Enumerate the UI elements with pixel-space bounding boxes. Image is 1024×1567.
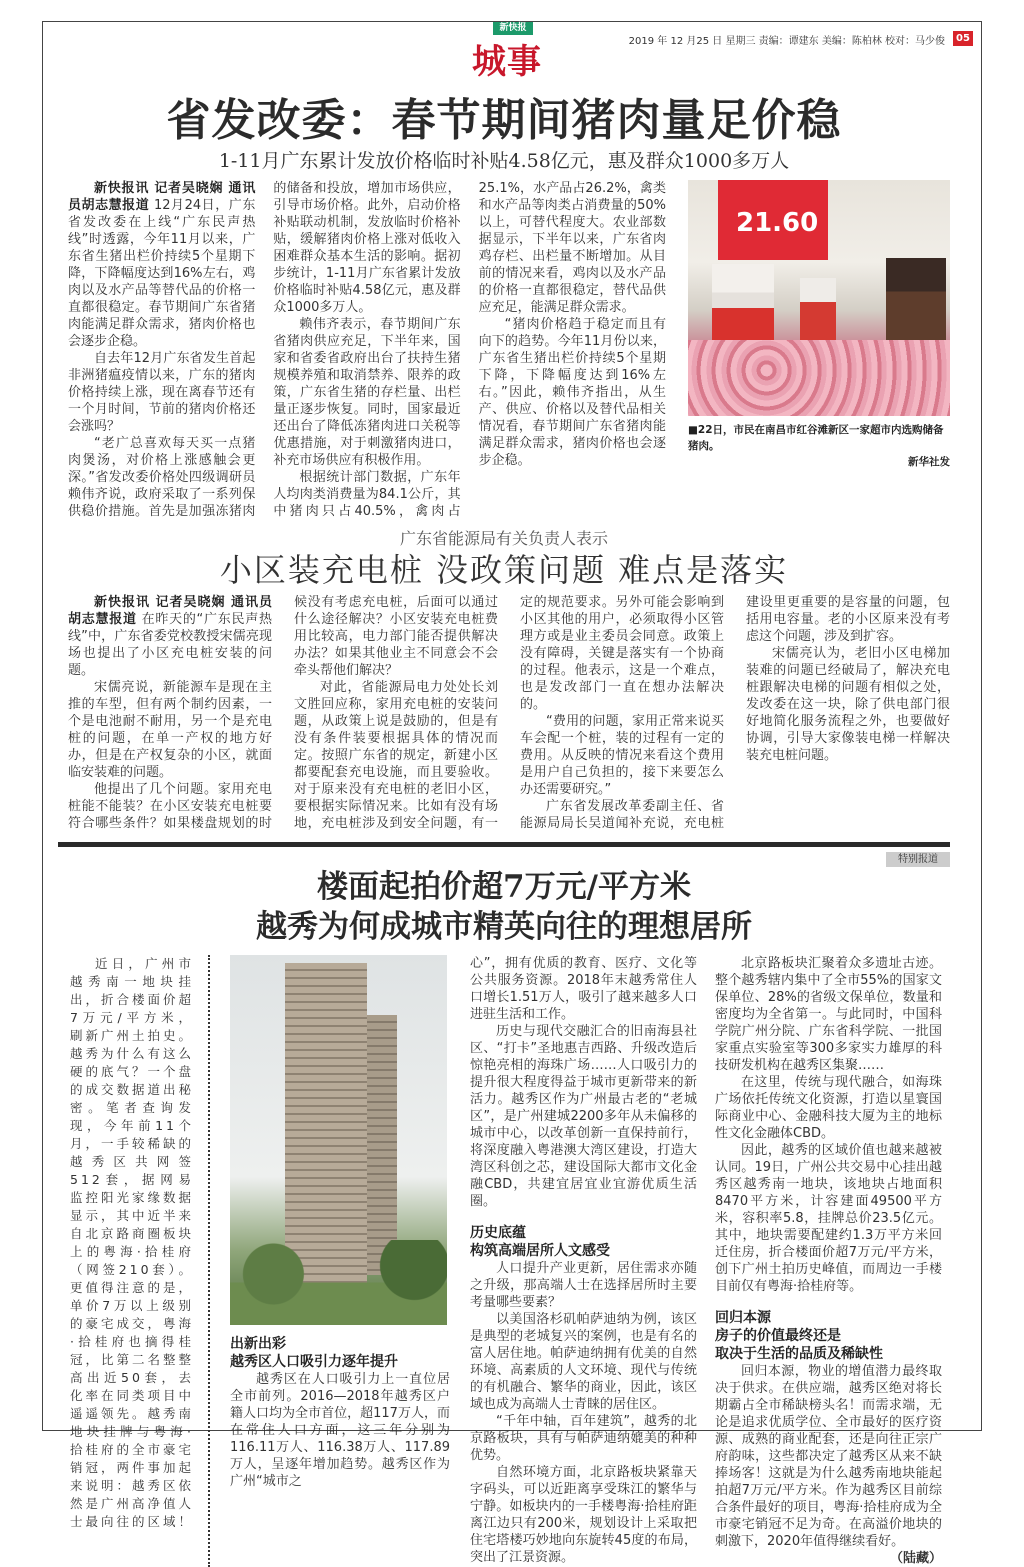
dateline: 2019 年 12 月25 日 星期三 责编：谭建东 美编：陈柏林 校对：马少俊 <box>628 36 945 47</box>
article2-body <box>58 594 950 832</box>
photo-meat-counter <box>688 340 950 416</box>
page-number: 05 <box>953 31 973 46</box>
article3-body <box>470 955 942 1567</box>
caption-text: ■22日，市民在南昌市红谷滩新区一家超市内选购储备猪肉。 <box>688 424 944 452</box>
article3-paragraph: 以美国洛杉矶帕萨迪纳为例，该区是典型的老城复兴的案例，也是有名的富人居住地。帕萨迪纳拥有优美的自然环境、高素质的人文环境、现代与传统的有机融合、繁华的商业，因此，该区域也成为高端人士青睐的居住区。 <box>470 1312 697 1412</box>
article2-paragraph: 宋儒亮说，新能源车是现在主推的车型，但有两个制约因素，一个是电池耐不耐用，另一个是充电桩的问题，在单一产权的地方好办，但是在产权复杂的小区，就面临安装难的问题。 <box>68 680 272 780</box>
special-report-tag: 特别报道 <box>886 852 950 867</box>
article3-paragraph: 因此，越秀的区域价值也越来越被认同。19日，广州公共交易中心挂出越秀区越秀南一地块，该地块占地面积8470平方米，计容建面49500平方米，容积率5.8，挂牌总价23.5亿元。其中，地块需要配建约1.3万平方米回迁住房，折合楼面价超7万元/平方米，创下广州土拍历史峰值，而周边一手楼目前仅有粤海·拾桂府等。 <box>715 1143 942 1294</box>
article1-paragraph-text: 12月24日，广东省发改委在上线“广东民声热线”时透露，今年11月以来，广东省生猪出栏价持续5个星期下降，下降幅度达到16%左右，鸡肉以及水产品等替代品的价格一直都很稳定。春节期间广东省猪肉能满足群众需求，猪肉价格也会逐步企稳。 <box>68 198 256 349</box>
article3-paragraph: 在这里，传统与现代融合，如海珠广场依托传统文化资源，打造以星寰国际商业中心、金融科技大厦为主的地标性文化金融体CBD。 <box>715 1075 942 1141</box>
photo-caption <box>688 422 950 470</box>
article3-paragraph: 历史与现代交融汇合的旧南海县社区、“打卡”圣地惠吉西路、升级改造后惊艳亮相的海珠广场……人口吸引力的提升很大程度得益于城市更新带来的新活力。越秀区作为广州最古老的“老城区”，是广州建城2200多年从未偏移的城市中心，以改革创新一直保持前行，将深度融入粤港澳大湾区建设，打造大湾区科创之芯，建设国际大都市文化金融CBD，共建宜居宜业宜游优质生活圈。 <box>470 1024 697 1209</box>
residential-tower-photo <box>230 955 447 1325</box>
tag-row <box>58 847 950 867</box>
article2-paragraph <box>68 594 272 679</box>
section-title: 城事 <box>472 42 542 82</box>
section2-kicker: 历史底蕴 <box>470 1225 526 1241</box>
article1-subheadline: 1-11月广东累计发放价格临时补贴4.58亿元，惠及群众1000多万人 <box>218 150 790 172</box>
section3-title-line2: 取决于生活的品质及稀缺性 <box>715 1346 883 1362</box>
article3-section1 <box>230 1335 450 1490</box>
article3-paragraph: 人口提升产业更新，居住需求亦随之升级，那高端人士在选择居所时主要考量哪些要素？ <box>470 1261 697 1310</box>
photo-credit: 新华社发 <box>908 456 950 468</box>
photo-tower <box>367 1015 397 1275</box>
article2-paragraph: 他提出了几个问题。家用充电桩能不能装？在小区安装充电桩要符合哪些条件？如果楼盘规划的时候没有考虑充电桩，后面可以通过什么途径解决？小区安装充电桩费用比较高，电力部门能否提供解决办法？如果其他业主不同意会不会牵头帮他们解决？ <box>68 595 498 831</box>
section1-title: 越秀区人口吸引力逐年提升 <box>230 1354 398 1370</box>
article3-headline <box>58 867 950 947</box>
article1-paragraph: 赖伟齐表示，春节期间广东省猪肉供应充足，下半年来，国家和省委省政府出台了扶持生猪规模养殖和取消禁养、限养的政策，广东省生猪的存栏量、出栏量正逐步恢复。同时，国家最近还出台了降低冻猪肉进口关税等优惠措施，对于刺激猪肉进口，补充市场供应有积极作用。 <box>273 317 461 468</box>
section3-kicker: 回归本源 <box>715 1310 771 1326</box>
article3-paragraph: 自然环境方面，北京路板块紧靠天字码头，可以近距离享受珠江的繁华与宁静。如板块内的一手楼粤海·拾桂府距离江边只有200米，规划设计上采取把住宅塔楼巧妙地向东旋转45度的布局，突出了江景资源。 <box>470 1465 697 1565</box>
page-content <box>58 94 950 1567</box>
article3-paragraph: 北京路板块汇聚着众多遗址古迹。整个越秀辖内集中了全市55%的国家文保单位、28%的省级文保单位，数量和密度均为全省第一。与此同时，中国科学院广州分院、广东省科学院、一批国家重点实验室等300多家实力雄厚的科技研发机构在越秀区集聚…… <box>715 956 942 1073</box>
photo-tower <box>285 963 367 1283</box>
article1-paragraph: 自去年12月广东省发生首起非洲猪瘟疫情以来，广东的猪肉价格持续上涨，现在离春节还有一个月时间，节前的猪肉价格还会涨吗？ <box>68 351 256 434</box>
article1-byline: 新快报讯 记者吴晓娴 通讯员胡志慧报道 <box>68 181 256 213</box>
article1-body <box>68 180 666 520</box>
article1 <box>58 180 950 520</box>
article3-paragraph: 回归本源，物业的增值潜力最终取决于供求。在供应端，越秀区绝对将长期霸占全市稀缺榜头名！而需求端，无论是追求优质学位、全市最好的医疗资源、成熟的商业配套，还是向往正宗广府韵味，这些都决定了越秀区从来不缺捧场客！这就是为什么越秀南地块能起拍超7万元/平方米。作为越秀区目前综合条件最好的项目，粤海·拾桂府成为全市豪宅销冠不足为奇。在高溢价地块的刺激下，2020年值得继续看好。 <box>715 1364 942 1549</box>
article3-byline: （陆藏） <box>889 1551 942 1566</box>
section3-title-line1: 房子的价值最终还是 <box>715 1328 841 1344</box>
article2-paragraph: 广东省发展改革委副主任、省能源局局长吴道闻补充说，充电桩建设里更重要的是容量的问题，包括用电容量。老的小区原来没有考虑这个问题，涉及到扩容。 <box>520 595 950 831</box>
article1-paragraph: “猪肉价格趋于稳定而且有向下的趋势。今年11月份以来，广东省生猪出栏价持续5个星期下降，下降幅度达到16%左右。”因此，赖伟齐指出，从生产、供应、价格以及替代品相关情况看，春节期间广东省猪肉能满足群众需求，猪肉价格也会逐步企稳。 <box>478 317 666 468</box>
article3-paragraph: “千年中轴，百年建筑”，越秀的北京路板块，具有与帕萨迪纳媲美的种种优势。 <box>470 1414 697 1463</box>
article2-paragraph-text: 在昨天的“广东民声热线”中，广东省委党校教授宋儒亮现场也提出了小区充电桩安装的问题。 <box>68 612 272 678</box>
article2-kicker: 广东省能源局有关负责人表示 <box>399 529 608 548</box>
article2-byline: 新快报讯 记者吴晓娴 通讯员胡志慧报道 <box>68 595 272 627</box>
article3-photo-column <box>230 955 450 1490</box>
photo-trees <box>230 1240 447 1325</box>
article3 <box>58 955 950 1567</box>
article2-headline: 小区装充电桩 没政策问题 难点是落实 <box>219 551 789 589</box>
section1-kicker: 出新出彩 <box>230 1336 286 1352</box>
article1-headline: 省发改委：春节期间猪肉量足价稳 <box>166 95 842 146</box>
supermarket-pork-photo <box>688 180 950 416</box>
section2-title: 构筑高端居所人文感受 <box>470 1243 610 1259</box>
article3-headline-line2: 越秀为何成城市精英向往的理想居所 <box>256 909 752 945</box>
article3-paragraph: 越秀区在人口吸引力上一直位居全市前列。2016—2018年越秀区户籍人口均为全市首位，超117万人，而在常住人口方面，这三年分别为116.11万人、116.38万人、117.89万人，呈逐年增加趋势。越秀区作为广州“城市之 <box>230 1372 450 1489</box>
article1-paragraph: 根据统计部门数据，广东年人均肉类消费量为84.1公斤，其中猪肉只占40.5%，禽肉占25.1%，水产品占26.2%，禽类和水产品等肉类占消费量的50%以上，可替代程度大。农业部数据显示，下半年以来，广东省肉鸡存栏、出栏量不断增加。从目前的情况来看，鸡肉以及水产品的价格一直都很稳定，替代品供应充足，能满足群众需求。 <box>273 181 666 519</box>
article2-paragraph: “费用的问题，家用正常来说买车会配一个桩，装的过程有一定的费用。从反映的情况来看这个费用是用户自己负担的，接下来要怎么办还需要研究。” <box>520 714 724 797</box>
article3-paragraph: 心”，拥有优质的教育、医疗、文化等公共服务资源。2018年末越秀常住人口增长1.51万人，吸引了越来越多人口进驻生活和工作。 <box>470 956 697 1022</box>
article3-intro <box>70 955 194 1531</box>
article1-photo-column <box>688 180 950 520</box>
article2-paragraph: 对此，省能源局电力处处长刘文胜回应称，家用充电桩的安装问题，从政策上说是鼓励的，但是有没有条件装要根据具体的情况而定。按照广东省的规定，新建小区都要配套充电设施，而且要验收。对于原来没有充电桩的老旧小区，要根据实际情况来。比如有没有场地，充电桩涉及到安全问题，有一定的规范要求。另外可能会影响到小区其他的用户，必须取得小区管理方或是业主委员会同意。政策上没有障碍，关键是落实有一个协商的过程。他表示，这是一个难点，也是发改部门一直在想办法解决的。 <box>294 595 724 831</box>
article3-headline-line1: 楼面起拍价超7万元/平方米 <box>317 869 691 905</box>
article1-paragraph: “老广总喜欢每天买一点猪肉煲汤，对价格上涨感触会更深。”省发改委价格处四级调研员赖伟齐说，政府采取了一系列保供稳价措施。首先是加强冻猪肉的储备和投放，增加市场供应，引导市场价格。此外，启动价格补贴联动机制，发放临时价格补贴，缓解猪肉价格上涨对低收入困难群众基本生活的影响。据初步统计，1-11月广东省累计发放价格临时补贴4.58亿元，惠及群众1000多万人。 <box>68 181 461 519</box>
newspaper-logo: 新快报 <box>493 22 533 35</box>
price-sign: 21.60 <box>718 180 828 260</box>
article2-paragraph: 宋儒亮认为，老旧小区电梯加装难的问题已经破局了，解决充电桩跟解决电梯的问题有相似之处，发改委在这一块，除了供电部门很好地简化服务流程之外，也要做好协调，引导大家像装电梯一样解决装充电桩问题。 <box>746 646 950 763</box>
article1-paragraph <box>68 180 255 350</box>
dotted-divider <box>208 955 210 1567</box>
article3-intro-text: 近日，广州市越秀南一地块挂出，折合楼面价超7万元/平方米，刷新广州土拍史。越秀为什么有这么硬的底气？一个盘的成交数据道出秘密。笔者查询发现，今年前11个月，一手较稀缺的越秀区共网签512套，据网易监控阳光家缘数据显示，其中近半来自北京路商圈板块上的粤海·拾桂府（网签210套）。更值得注意的是，单价7万以上级别的豪宅成交，粤海·拾桂府也摘得桂冠，比第二名整整高出近50套，去化率在同类项目中遥遥领先。越秀南地块挂牌与粤海·拾桂府的全市豪宅销冠，两件事加起来说明：越秀区依然是广州高净值人士最向往的区域！ <box>70 956 195 1529</box>
